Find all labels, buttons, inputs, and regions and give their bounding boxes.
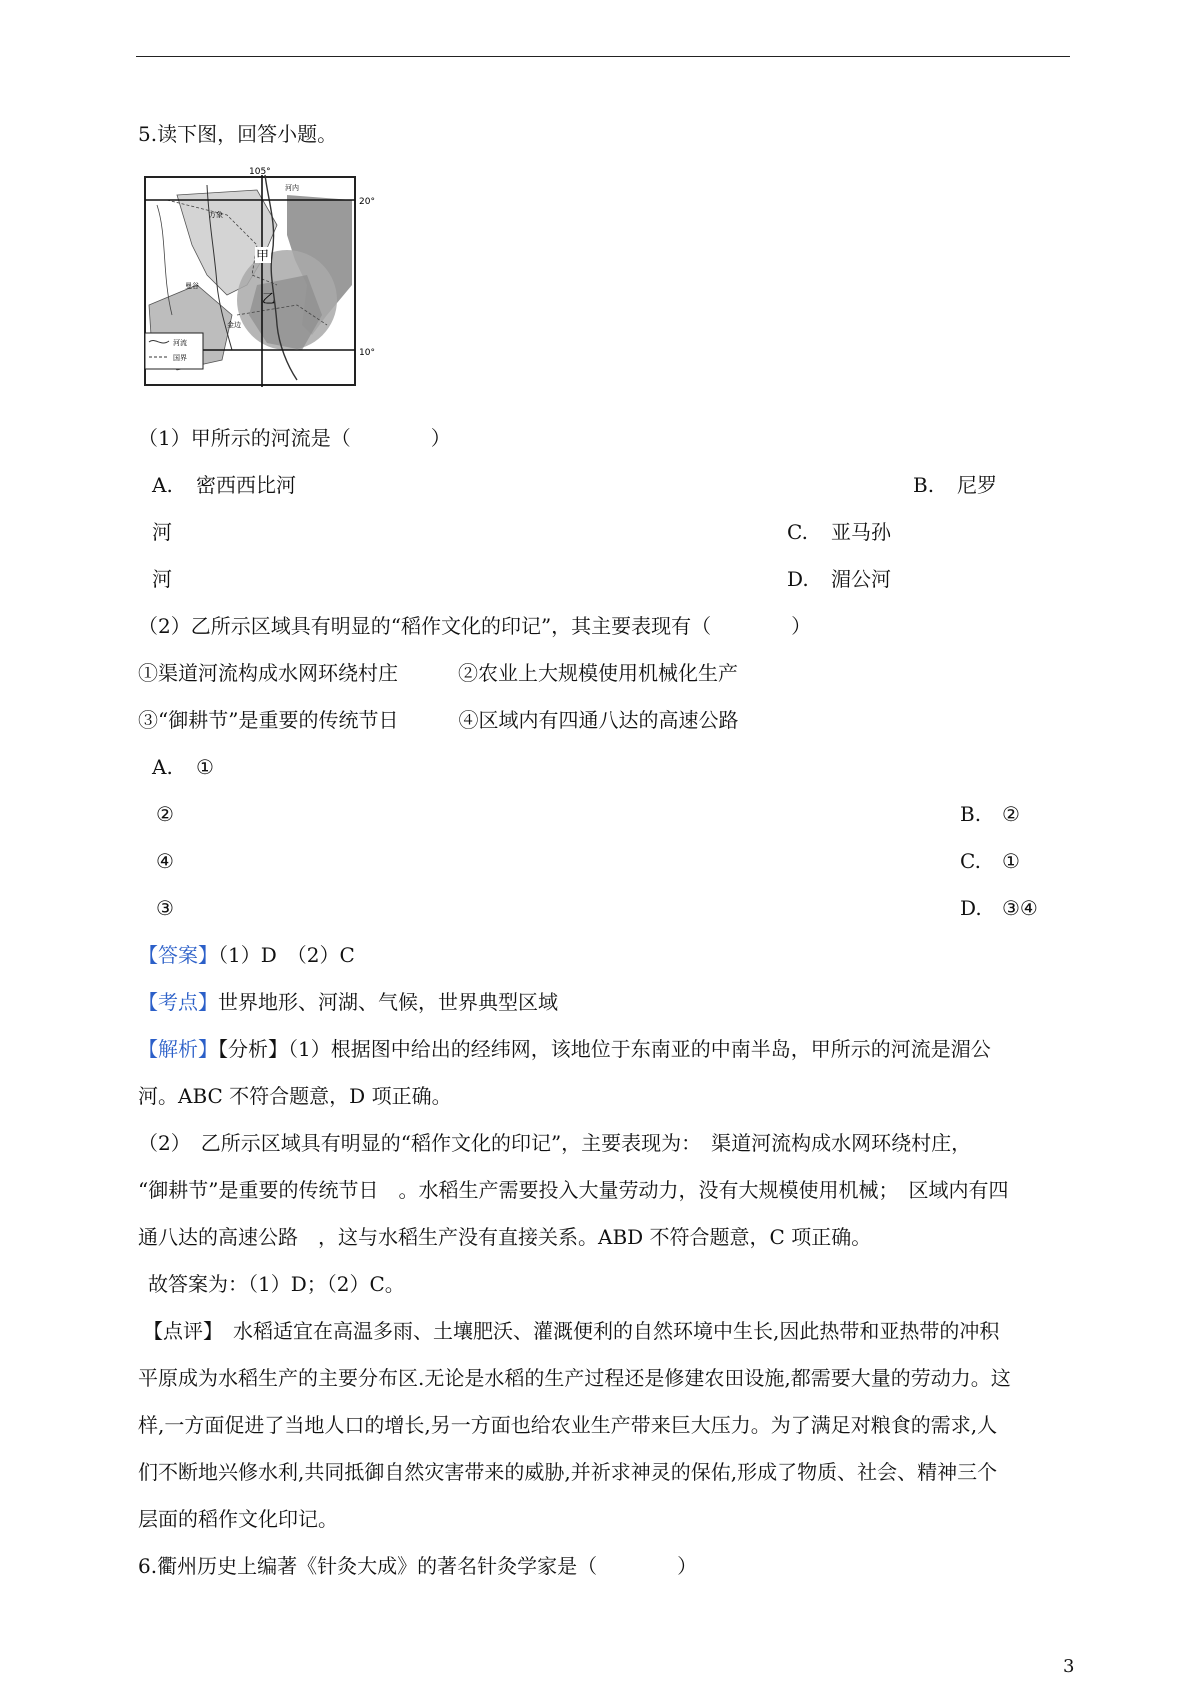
sub2-option-b-letter: B. bbox=[960, 802, 982, 826]
sub1-option-d-text: 湄公河 bbox=[831, 567, 891, 591]
lon-label: 105° bbox=[249, 167, 271, 177]
sub2-option-c-text: ① bbox=[1002, 849, 1020, 873]
kaodian-text: 世界地形、河湖、气候，世界典型区域 bbox=[218, 990, 558, 1014]
jiexi-line-6: 故答案为：（1）D；（2）C。 bbox=[148, 1272, 405, 1296]
city-jinbian: 金边 bbox=[227, 321, 241, 329]
jiexi-line-3: （2） 乙所示区域具有明显的“稻作文化的印记”，主要表现为： 渠道河流构成水网环绕村庄， bbox=[138, 1131, 972, 1155]
jiexi-line-4: “御耕节”是重要的传统节日 。水稻生产需要投入大量劳动力，没有大规模使用机械； 区域内有四 bbox=[138, 1178, 1009, 1202]
legend-border: 国界 bbox=[173, 354, 187, 362]
sub2-option-a-text: ① bbox=[196, 755, 214, 779]
question-5-stem: 5.读下图，回答小题。 bbox=[138, 122, 338, 146]
kaodian-tag: 【考点】 bbox=[138, 990, 218, 1014]
sub1-stem: （1）甲所示的河流是（ ） bbox=[138, 426, 451, 450]
lat-bottom-label: 10° bbox=[359, 348, 375, 358]
sub1-option-a-text: 密西西比河 bbox=[196, 473, 296, 497]
answer-line bbox=[138, 942, 355, 968]
sub2-option-d-text: ③④ bbox=[1002, 896, 1038, 920]
sub1-option-c-text: 亚马孙 bbox=[831, 520, 891, 544]
sub1-option-c-cont: 河 bbox=[152, 567, 172, 591]
sub1-option-b-text: 尼罗 bbox=[957, 473, 997, 497]
city-wanxiang: 万象 bbox=[209, 211, 223, 219]
sub2-statements-1-2: ①渠道河流构成水网环绕村庄 ②农业上大规模使用机械化生产 bbox=[138, 661, 738, 685]
dianping-line-5: 层面的稻作文化印记。 bbox=[138, 1507, 338, 1531]
sub2-option-a-letter: A. bbox=[152, 755, 173, 779]
sub2-option-b-text: ② bbox=[1002, 802, 1020, 826]
city-mangu: 曼谷 bbox=[185, 282, 199, 290]
kaodian-line bbox=[138, 989, 558, 1015]
label-jia: 甲 bbox=[256, 249, 270, 264]
sub2-option-d-letter: D. bbox=[960, 896, 982, 920]
dianping-line-3: 样,一方面促进了当地人口的增长,另一方面也给农业生产带来巨大压力。为了满足对粮食的需求,人 bbox=[138, 1413, 998, 1437]
question-6-stem: 6.衢州历史上编著《针灸大成》的著名针灸学家是（ ） bbox=[138, 1554, 698, 1578]
sub2-option-b-cont: ④ bbox=[156, 849, 174, 873]
header-rule bbox=[136, 56, 1070, 57]
page-number: 3 bbox=[1063, 1656, 1075, 1677]
city-hanei: 河内 bbox=[285, 184, 299, 192]
legend-river: 河流 bbox=[173, 339, 187, 347]
dianping-line-1: 【点评】 水稻适宜在高温多雨、土壤肥沃、灌溉便利的自然环境中生长,因此热带和亚热带的冲积 bbox=[143, 1319, 1000, 1343]
jiexi-tag: 【解析】 bbox=[138, 1037, 218, 1061]
sub1-option-a-letter: A. bbox=[152, 473, 173, 497]
label-yi: 乙 bbox=[262, 292, 276, 307]
jiexi-line-5: 通八达的高速公路 ，这与水稻生产没有直接关系。ABD 不符合题意，C 项正确。 bbox=[138, 1225, 872, 1249]
jiexi-line-2: 河。ABC 不符合题意，D 项正确。 bbox=[138, 1084, 452, 1108]
southeast-asia-map bbox=[137, 165, 395, 403]
sub2-statements-3-4: ③“御耕节”是重要的传统节日 ④区域内有四通八达的高速公路 bbox=[138, 708, 739, 732]
answer-tag: 【答案】 bbox=[138, 943, 218, 967]
sub2-option-c-cont: ③ bbox=[156, 896, 174, 920]
sub1-option-c-letter: C. bbox=[787, 520, 808, 544]
lat-top-label: 20° bbox=[359, 197, 375, 207]
sub2-option-a-cont: ② bbox=[156, 802, 174, 826]
answer-text: （1）D （2）C bbox=[218, 943, 355, 967]
sub2-stem: （2）乙所示区域具有明显的“稻作文化的印记”，其主要表现有（ ） bbox=[138, 614, 812, 638]
sub1-option-b-letter: B. bbox=[913, 473, 935, 497]
jiexi-line-1 bbox=[138, 1036, 991, 1062]
dianping-line-2: 平原成为水稻生产的主要分布区.无论是水稻的生产过程还是修建农田设施,都需要大量的劳动力。这 bbox=[138, 1366, 1011, 1390]
jiexi-text-1: 【分析】（1）根据图中给出的经纬网，该地位于东南亚的中南半岛，甲所示的河流是湄公 bbox=[218, 1037, 991, 1061]
sub1-option-d-letter: D. bbox=[787, 567, 809, 591]
dianping-line-4: 们不断地兴修水利,共同抵御自然灾害带来的威胁,并祈求神灵的保佑,形成了物质、社会、精神三个 bbox=[138, 1460, 998, 1484]
sub1-option-b-cont: 河 bbox=[152, 520, 172, 544]
sub2-option-c-letter: C. bbox=[960, 849, 981, 873]
